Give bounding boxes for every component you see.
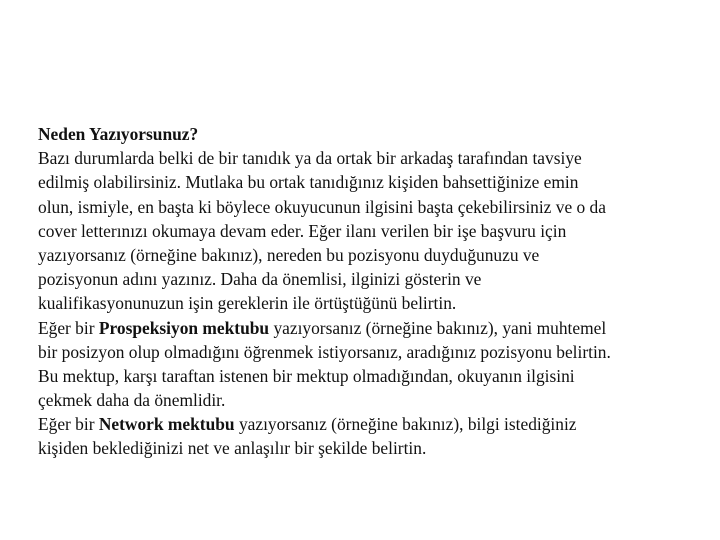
paragraph-line: pozisyonun adını yazınız. Daha da önemlisi, ilginizi gösterin ve: [38, 269, 482, 290]
paragraph-line: kişiden beklediğinizi net ve anlaşılır bir şekilde belirtin.: [38, 438, 427, 459]
prospeksiyon-suffix: yazıyorsanız (örneğine bakınız), yani muhtemel: [269, 317, 607, 338]
paragraph-line: kualifikasyonunuzun işin gereklerin ile örtüştüğünü belirtin.: [38, 293, 457, 314]
network-bold-term: Network mektubu: [98, 414, 235, 435]
network-line: [38, 412, 706, 436]
paragraph-line: bir posizyon olup olmadığını öğrenmek istiyorsanız, aradığınız pozisyonu belirtin.: [38, 341, 611, 362]
paragraph-line: Bazı durumlarda belki de bir tanıdık ya da ortak bir arkadaş tarafından tavsiye: [38, 148, 582, 169]
prospeksiyon-line: [38, 316, 706, 340]
network-suffix: yazıyorsanız (örneğine bakınız), bilgi istediğiniz: [234, 414, 577, 435]
paragraph-line: çekmek daha da önemlidir.: [38, 390, 226, 411]
paragraph-line: Bu mektup, karşı taraftan istenen bir mektup olmadığından, okuyanın ilgisini: [38, 365, 575, 386]
paragraph-line: olun, ismiyle, en başta ki böylece okuyucunun ilgisini başta çekebilirsiniz ve o da: [38, 196, 606, 217]
paragraph-line: yazıyorsanız (örneğine bakınız), nereden bu pozisyonu duyduğunuzu ve: [38, 244, 540, 265]
paragraph-line: edilmiş olabilirsiniz. Mutlaka bu ortak tanıdığınız kişiden bahsettiğinize emin: [38, 172, 579, 193]
prospeksiyon-bold-term: Prospeksiyon mektubu: [98, 317, 270, 338]
body-text: [38, 122, 706, 461]
paragraph-line: cover letterınızı okumaya devam eder. Eğer ilanı verilen bir işe başvuru için: [38, 220, 567, 241]
heading: Neden Yazıyorsunuz?: [38, 124, 199, 144]
prospeksiyon-prefix: Eğer bir: [38, 317, 99, 338]
network-prefix: Eğer bir: [38, 414, 99, 435]
